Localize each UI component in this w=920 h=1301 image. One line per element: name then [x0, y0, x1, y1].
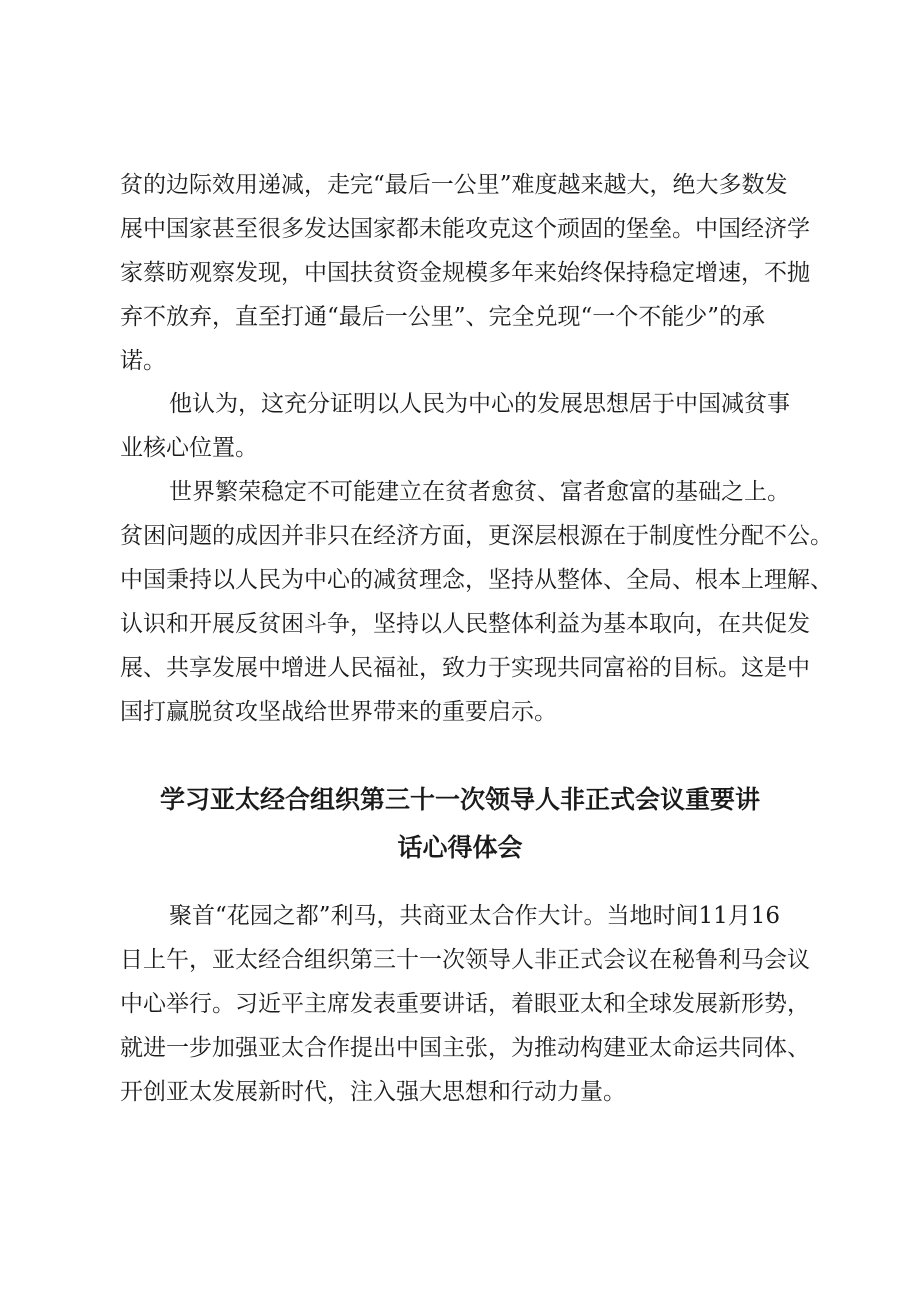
paragraph-line: 认识和开展反贫困斗争，坚持以人民整体利益为基本取向，在共促发 — [120, 611, 810, 637]
paragraph-line: 开创亚太发展新时代，注入强大思想和行动力量。 — [120, 1079, 626, 1105]
paragraph-line: 诺。 — [120, 348, 166, 374]
paragraph-line: 贫困问题的成因并非只在经济方面，更深层根源在于制度性分配不公。 — [120, 523, 833, 549]
paragraph-line: 他认为，这充分证明以人民为中心的发展思想居于中国减贫事 — [169, 391, 790, 417]
paragraph-line: 就进一步加强亚太合作提出中国主张，为推动构建亚太命运共同体、 — [120, 1035, 810, 1061]
paragraph-line: 家蔡昉观察发现，中国扶贫资金规模多年来始终保持稳定增速，不抛 — [120, 260, 810, 286]
paragraph-line: 中心举行。习近平主席发表重要讲话，着眼亚太和全球发展新形势， — [120, 991, 810, 1017]
paragraph-line: 国打赢脱贫攻坚战给世界带来的重要启示。 — [120, 699, 557, 725]
paragraph-line: 世界繁荣稳定不可能建立在贫者愈贫、富者愈富的基础之上。 — [169, 479, 790, 505]
paragraph-line: 业核心位置。 — [120, 435, 258, 461]
paragraph-line: 聚首“花园之都”利马，共商亚太合作大计。当地时间11月16 — [169, 903, 781, 929]
paragraph-line: 日上午，亚太经合组织第三十一次领导人非正式会议在秘鲁利马会议 — [120, 947, 810, 973]
paragraph-line: 展、共享发展中增进人民福祉，致力于实现共同富裕的目标。这是中 — [120, 655, 810, 681]
paragraph-line: 贫的边际效用递减，走完“最后一公里”难度越来越大，绝大多数发 — [120, 172, 788, 198]
paragraph-line: 中国秉持以人民为中心的减贫理念，坚持从整体、全局、根本上理解、 — [120, 567, 833, 593]
paragraph-line: 展中国家甚至很多发达国家都未能攻克这个顽固的堡垒。中国经济学 — [120, 216, 810, 242]
section-title-line-1: 学习亚太经合组织第三十一次领导人非正式会议重要讲 — [159, 785, 760, 814]
section-title-line-2: 话心得体会 — [397, 833, 523, 862]
paragraph-line: 弃不放弃，直至打通“最后一公里”、完全兑现“一个不能少”的承 — [120, 304, 766, 330]
